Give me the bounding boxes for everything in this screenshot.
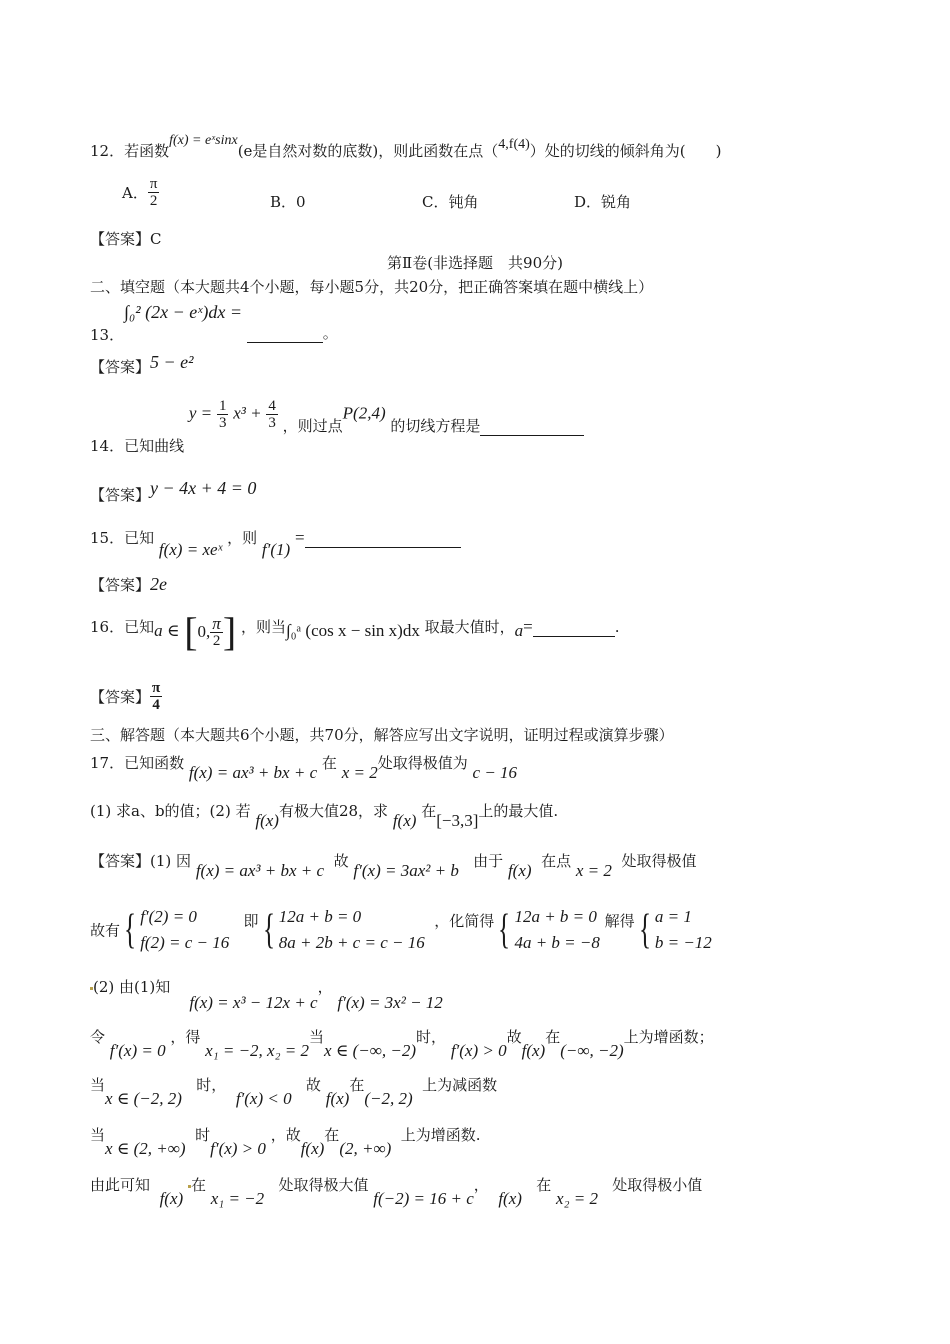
q17-x2: x = 2 [341, 763, 378, 782]
q16-cond-a: a ∈ [154, 621, 180, 640]
t: 上为增函数； [623, 1028, 714, 1046]
q16-cond-frac [210, 613, 223, 649]
q15-prefix: 15．已知 [90, 529, 155, 547]
q12-note: (e是自然对数的底数)，则此函数在点（ [237, 142, 499, 160]
q17-at2: 在 [421, 802, 437, 820]
sys-line: f(2) = c − 16 [140, 933, 230, 952]
m: f(x) [498, 1189, 522, 1208]
m: f′(x) > 0 [210, 1139, 266, 1158]
t: 在 [190, 1176, 206, 1194]
frac-den: 2 [149, 193, 158, 209]
brace: { [262, 907, 275, 953]
t: 时， [196, 1076, 227, 1094]
q12-option-c: C．钝角 [422, 193, 479, 211]
q17-sys2 [279, 904, 425, 956]
t: 在 [324, 1126, 340, 1144]
q16-end: . [614, 618, 620, 636]
q12-option-b: B．0 [270, 193, 306, 211]
sys-line: f′(2) = 0 [140, 907, 197, 926]
m: (−2, 2) [364, 1089, 413, 1108]
q14-x3: x³ + [233, 403, 262, 423]
m: (−∞, −2) [560, 1041, 624, 1060]
t: ， [473, 1176, 489, 1194]
m: x ∈ (2, +∞) [105, 1139, 186, 1158]
q16-blank [533, 618, 615, 637]
q17-part1: (1) 求a、b的值；(2) 若 [90, 802, 251, 820]
q14-blank [480, 417, 584, 436]
frac-den: 2 [212, 632, 221, 649]
t: 时， [416, 1028, 447, 1046]
q14-mid: ，则过点 [282, 416, 343, 435]
q17-a1-ext: 处取得极值 [621, 852, 697, 870]
q12-func: f(x) = eˣsinx [169, 133, 238, 148]
t: 上为增函数. [400, 1126, 481, 1144]
answer-label: 【答案】 [90, 230, 151, 248]
q17-stem [90, 752, 518, 782]
frac-num: 4 [268, 398, 276, 414]
q13-num: 13． [90, 326, 125, 344]
q13-answer [90, 352, 194, 377]
q17-fx2: f(x) [392, 811, 417, 830]
q12-option-d: D．锐角 [574, 193, 632, 211]
q13-integral: ∫₀² (2x − eˣ)dx = [124, 302, 243, 322]
brace: { [498, 907, 511, 953]
t: 在 [545, 1028, 561, 1046]
m: f(−2) = 16 + c [373, 1189, 474, 1208]
frac-num: 1 [218, 398, 227, 414]
q14-suffix: 的切线方程是 [390, 416, 481, 435]
q15-answer [90, 574, 167, 595]
q17-parts [90, 800, 559, 830]
q17-line-3 [90, 1124, 481, 1158]
q14-frac2 [266, 398, 278, 431]
t: 当 [308, 1028, 324, 1046]
m: x₂ = 2 [556, 1189, 598, 1208]
q17-sys3 [514, 904, 599, 956]
answer-label: 【答案】 [90, 688, 151, 706]
sys-line: b = −12 [654, 933, 712, 952]
section2-title: 第Ⅱ卷(非选择题 共90分) [387, 254, 563, 272]
q13-end: 。 [322, 324, 338, 342]
t: ，得 [170, 1028, 201, 1046]
t: 当 [90, 1126, 106, 1144]
q17-func: f(x) = ax³ + bx + c [188, 763, 318, 782]
t: 在 [536, 1176, 552, 1194]
q15-deriv: f′(1) [261, 540, 291, 559]
q17-interval: [−3,3] [436, 811, 479, 830]
m: x ∈ (−2, 2) [105, 1089, 182, 1108]
m: (2, +∞) [339, 1139, 392, 1158]
q17-a1-since: 由于 [473, 852, 504, 870]
answer-label: 【答案】 [90, 486, 151, 504]
frac-den: 3 [218, 415, 227, 431]
q17-answer-2 [90, 976, 443, 1012]
q15-blank [305, 529, 461, 548]
q17-a1b-solve: 解得 [604, 911, 635, 930]
t: 时 [195, 1126, 211, 1144]
q17-a1-deriv: f′(x) = 3ax² + b [353, 861, 459, 880]
brace: { [638, 907, 651, 953]
q17-a2-deriv: f′(x) = 3x² − 12 [337, 993, 443, 1012]
m: f′(x) = 0 [109, 1041, 166, 1060]
t: 在 [349, 1076, 365, 1094]
t: 处取得极小值 [612, 1176, 703, 1194]
m: f(x) [159, 1189, 184, 1208]
sys-line: 12a + b = 0 [514, 907, 597, 926]
q14-frac1 [217, 398, 229, 431]
m: x₁ = −2, x₂ = 2 [205, 1041, 309, 1060]
answer-label: 【答案】 [90, 576, 151, 594]
q17-a1-so: 故 [333, 852, 349, 870]
answer-value: 2e [150, 574, 168, 594]
sys-line: 4a + b = −8 [514, 933, 600, 952]
section3-heading: 三、解答题（本大题共6个小题，共70分，解答应写出文字说明，证明过程或演算步骤） [90, 726, 674, 744]
t: 故 [305, 1076, 321, 1094]
q17-a1b-prefix: 故有 [90, 921, 121, 940]
m: f(x) [521, 1041, 546, 1060]
q17-a2-func: f(x) = x³ − 12x + c [189, 993, 318, 1012]
q17-part3: 上的最大值. [478, 802, 559, 820]
q17-at: 在 [321, 754, 337, 772]
t: 处取得极大值 [278, 1176, 369, 1194]
m: x₁ = −2 [210, 1189, 265, 1208]
frac-num: π [212, 613, 221, 633]
q17-ext: 处取得极值为 [377, 754, 468, 772]
q17-a1b-simp: ，化简得 [434, 911, 495, 930]
q17-a2-sep: ， [317, 978, 333, 996]
frac-den: 3 [268, 415, 276, 431]
q12-option-a-label: A． [122, 184, 148, 202]
q16-prefix: 16．已知 [90, 618, 155, 636]
q16-integral: ∫₀ᵃ (cos x − sin x)dx [285, 621, 420, 640]
frac-den: 4 [152, 697, 160, 713]
answer-value-frac [150, 680, 162, 713]
q16-eq: = [523, 617, 533, 636]
t: 由此可知 [90, 1176, 151, 1194]
q12-point: 4,f(4) [498, 137, 530, 152]
q17-a1b-ie: 即 [243, 911, 259, 930]
q17-line-4 [90, 1174, 703, 1208]
answer-value: C [150, 230, 162, 248]
q17-answer-systems [90, 904, 712, 960]
q16-answer [90, 680, 162, 713]
q14 [90, 398, 584, 455]
m: x ∈ (−∞, −2) [324, 1041, 417, 1060]
q14-prefix: 14．已知曲线 [90, 436, 185, 455]
t: 当 [90, 1076, 106, 1094]
q16-var: a [514, 621, 524, 640]
q12-prefix: 12．若函数 [90, 142, 170, 160]
answer-label: 【答案】 [90, 852, 151, 870]
answer-label: 【答案】 [90, 358, 151, 376]
q17-fx1: f(x) [255, 811, 279, 830]
q17-a1-x: x = 2 [575, 861, 612, 880]
t: 令 [90, 1028, 106, 1046]
section2-heading: 二、填空题（本大题共4个小题，每小题5分，共20分，把正确答案填在题中横线上） [90, 278, 654, 296]
q15 [90, 527, 461, 559]
q17-a1-fx: f(x) [507, 861, 532, 880]
sys-line: a = 1 [654, 907, 692, 926]
t: ，故 [270, 1126, 301, 1144]
q16-bracket-right: ] [222, 609, 237, 654]
frac-num: π [149, 176, 158, 192]
t: 故 [506, 1028, 522, 1046]
answer-value: 5 − e² [150, 352, 194, 372]
q17-sys1 [140, 904, 229, 956]
q15-eq: = [294, 528, 305, 547]
t: 上为减函数 [422, 1076, 498, 1094]
q17-a1-func: f(x) = ax³ + bx + c [195, 861, 325, 880]
q17-line-2 [90, 1074, 498, 1108]
q17-a1-intro: (1) 因 [150, 852, 192, 870]
sys-line: 12a + b = 0 [278, 907, 362, 926]
q12-option-a-frac [148, 176, 160, 209]
m: f(x) [325, 1089, 350, 1108]
m: f(x) [300, 1139, 325, 1158]
q15-func: f(x) = xeˣ [158, 540, 223, 559]
q17-line-1 [90, 1026, 714, 1060]
q12-stem [90, 133, 722, 161]
q13-blank [247, 324, 323, 343]
q17-val: c − 16 [472, 763, 518, 782]
m: f′(x) > 0 [450, 1041, 507, 1060]
q14-y: y = [188, 403, 213, 423]
q15-mid: ，则 [227, 529, 258, 547]
q16-mid: ，则当 [240, 618, 286, 636]
frac-num: π [152, 680, 161, 696]
q17-part2: 有极大值28，求 [278, 802, 389, 820]
brace: { [124, 907, 137, 953]
m: f′(x) < 0 [235, 1089, 292, 1108]
q17-sys4 [655, 904, 712, 956]
q12-suffix: ）处的切线的倾斜角为( ) [529, 142, 722, 160]
q17-a1-at: 在点 [541, 852, 572, 870]
q16 [90, 609, 620, 658]
q14-answer [90, 478, 257, 504]
q14-point: P(2,4) [342, 403, 386, 423]
q12-answer [90, 228, 162, 249]
q17-a2-prefix: (2) 由(1)知 [93, 978, 171, 996]
q16-bracket-left: [ [184, 609, 198, 654]
q12-option-a [122, 176, 159, 209]
q13 [90, 302, 338, 344]
q16-suffix: 取最大值时， [424, 618, 515, 636]
q17-prefix: 17．已知函数 [90, 754, 185, 772]
sys-line: 8a + 2b + c = c − 16 [278, 933, 425, 952]
answer-value: y − 4x + 4 = 0 [150, 478, 257, 498]
q17-answer-1 [90, 850, 697, 880]
q16-cond-0: 0, [197, 622, 211, 641]
